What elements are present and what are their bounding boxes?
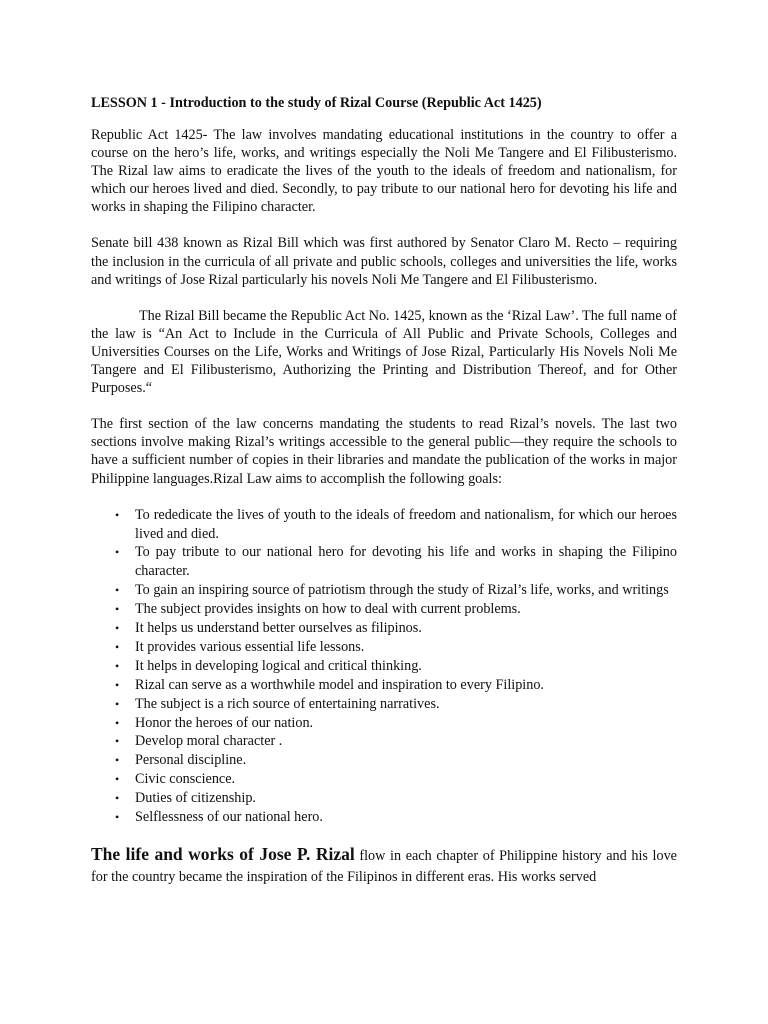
goal-list-item xyxy=(91,695,677,714)
goal-text: Civic conscience. xyxy=(135,771,236,788)
goal-list-item xyxy=(91,789,677,808)
goal-list-item xyxy=(91,714,677,733)
closing-text: flow in each chapter of Philippine history and his love for the country became the inspiration of the Filipinos in different eras. His works served xyxy=(91,848,677,885)
goal-list-item xyxy=(91,751,677,770)
goal-list-item xyxy=(91,600,677,619)
closing-lead: The life and works of Jose P. Rizal xyxy=(91,844,355,864)
bullet-icon: • xyxy=(115,658,120,673)
paragraph-republic-act: Republic Act 1425- The law involves mandating educational institutions in the country to offer a course on the hero’s life, works, and writings especially the Noli Me Tangere and El Filibusterismo. The Rizal law aims to eradicate the lives of the youth to the ideals of freedom and nationalism, for which our heroes lived and died. Secondly, to pay tribute to our national hero for devoting his life and works in shaping the Filipino character. xyxy=(91,127,677,216)
goal-list-item xyxy=(91,676,677,695)
bullet-icon: • xyxy=(115,696,120,711)
bullet-icon: • xyxy=(115,507,120,522)
goal-list-item xyxy=(91,732,677,751)
goal-list-item xyxy=(91,638,677,657)
bullet-icon: • xyxy=(115,639,120,654)
goal-list-item xyxy=(91,581,677,600)
bullet-icon: • xyxy=(115,791,120,806)
goal-list-item xyxy=(91,543,677,581)
paragraph-law-sections: The first section of the law concerns mandating the students to read Rizal’s novels. The last two sections involve making Rizal’s writings accessible to the general public—they require the schools to have a sufficient number of copies in their libraries and mandate the publication of the works in major Philippine languages.Rizal Law aims to accomplish the following goals: xyxy=(91,416,677,487)
goal-list-item xyxy=(91,808,677,827)
goal-text: It provides various essential life lessons. xyxy=(135,638,365,655)
document-page xyxy=(91,94,677,888)
goal-text: It helps in developing logical and critical thinking. xyxy=(135,657,422,674)
goal-text: Rizal can serve as a worthwhile model and inspiration to every Filipino. xyxy=(135,676,544,693)
paragraph-rizal-law-name: The Rizal Bill became the Republic Act No. 1425, known as the ‘Rizal Law’. The full name of the law is “An Act to Include in the Curricula of All Public and Private Schools, Colleges and Universities Courses on the Life, Works and Writings of Jose Rizal, Particularly His Novels Noli Me Tangere and El Filibusterismo, Authorizing the Printing and Distribution Thereof, and for Other Purposes.“ xyxy=(91,307,677,397)
goal-text: Duties of citizenship. xyxy=(135,790,256,807)
goal-text: Honor the heroes of our nation. xyxy=(135,714,314,731)
goal-list-item xyxy=(91,506,677,544)
bullet-icon: • xyxy=(115,621,120,636)
bullet-icon: • xyxy=(115,677,120,692)
goal-text: To gain an inspiring source of patriotism through the study of Rizal’s life, works, and writings xyxy=(135,582,669,599)
goal-text: The subject provides insights on how to deal with current problems. xyxy=(135,601,521,618)
goal-list-item xyxy=(91,619,677,638)
bullet-icon: • xyxy=(115,772,120,787)
goal-text: Personal discipline. xyxy=(135,752,247,769)
goal-text: Selflessness of our national hero. xyxy=(135,809,323,826)
bullet-icon: • xyxy=(115,734,120,749)
bullet-icon: • xyxy=(115,810,120,825)
closing-paragraph xyxy=(91,844,677,888)
lesson-title: LESSON 1 - Introduction to the study of Rizal Course (Republic Act 1425) xyxy=(91,95,542,111)
goal-list-item xyxy=(91,770,677,789)
goal-text: It helps us understand better ourselves as filipinos. xyxy=(135,620,422,637)
goal-text: The subject is a rich source of entertaining narratives. xyxy=(135,695,440,712)
bullet-icon: • xyxy=(115,753,120,768)
goal-text: Develop moral character . xyxy=(135,733,283,750)
goal-text: To rededicate the lives of youth to the ideals of freedom and nationalism, for which our heroes lived and died. xyxy=(135,506,677,542)
goal-list-item xyxy=(91,657,677,676)
bullet-icon: • xyxy=(115,545,120,560)
bullet-icon: • xyxy=(115,715,120,730)
goals-list xyxy=(91,506,677,827)
paragraph-senate-bill: Senate bill 438 known as Rizal Bill which was first authored by Senator Claro M. Recto – requiring the inclusion in the curricula of all private and public schools, colleges and universities the life, works and writings of Jose Rizal particularly his novels Noli Me Tangere and El Filibusterismo. xyxy=(91,235,677,288)
goal-text: To pay tribute to our national hero for devoting his life and works in shaping the Filipino character. xyxy=(135,544,677,580)
bullet-icon: • xyxy=(115,583,120,598)
bullet-icon: • xyxy=(115,602,120,617)
